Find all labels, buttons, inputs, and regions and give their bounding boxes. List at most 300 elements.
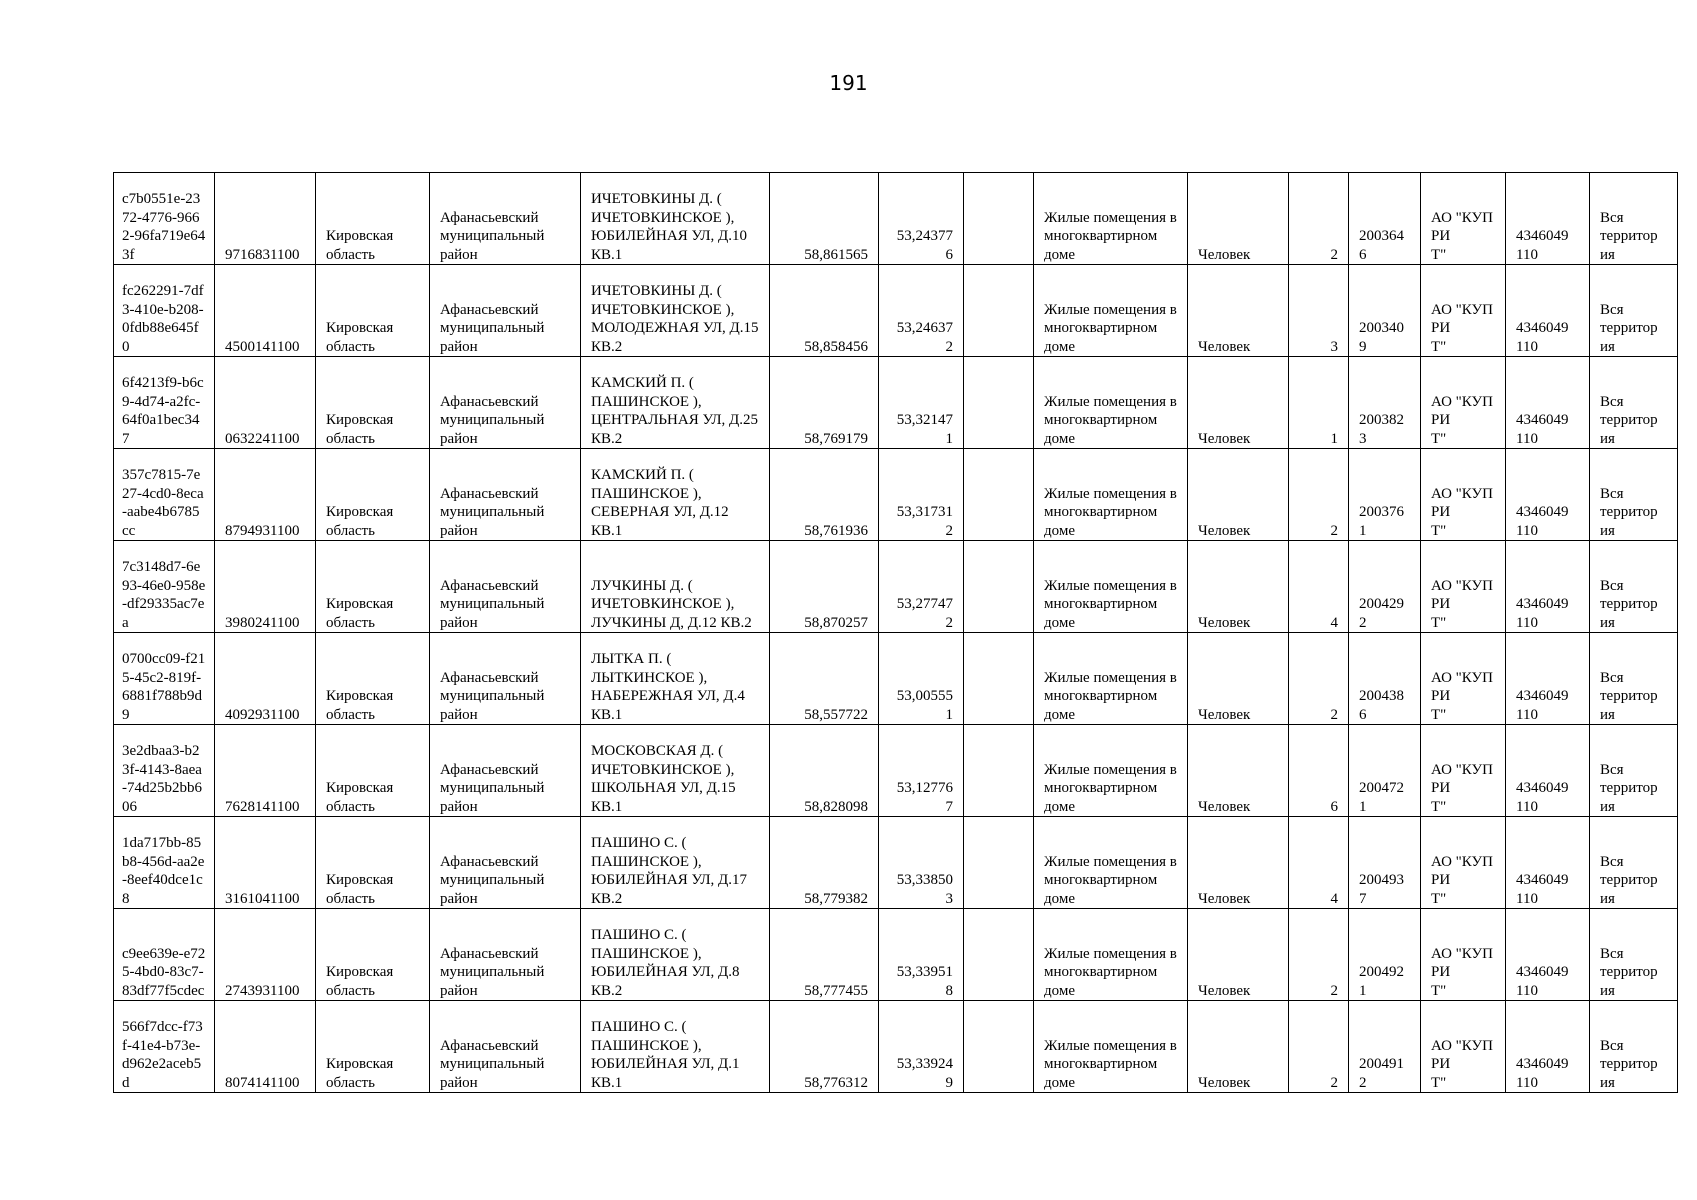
table-row xyxy=(114,357,1678,449)
cell-organization xyxy=(1421,1001,1506,1093)
cell-inn xyxy=(1506,449,1590,541)
cell-premises-type-text: Жилые помещения в многоквартирном доме xyxy=(1044,761,1177,815)
cell-unit xyxy=(1188,265,1289,357)
cell-code-text: 3161041100 xyxy=(225,890,300,907)
cell-region xyxy=(316,357,430,449)
cell-latitude xyxy=(770,633,879,725)
cell-longitude xyxy=(879,541,964,633)
cell-id xyxy=(114,541,215,633)
cell-longitude xyxy=(879,909,964,1001)
cell-count xyxy=(1289,357,1349,449)
cell-premises-type xyxy=(1034,817,1188,909)
cell-address xyxy=(581,817,770,909)
cell-organization xyxy=(1421,725,1506,817)
cell-territory xyxy=(1590,449,1678,541)
page-number: 191 xyxy=(829,71,868,95)
cell-unit xyxy=(1188,725,1289,817)
cell-district-text: Афанасьевский муниципальный район xyxy=(440,761,545,815)
cell-latitude xyxy=(770,725,879,817)
cell-organization-text: АО "КУПРИ Т" xyxy=(1431,485,1493,539)
cell-latitude xyxy=(770,1001,879,1093)
cell-code-text: 9716831100 xyxy=(225,246,300,263)
cell-empty xyxy=(964,633,1034,725)
cell-premises-type xyxy=(1034,265,1188,357)
cell-address xyxy=(581,173,770,265)
cell-region xyxy=(316,1001,430,1093)
cell-code-text: 4092931100 xyxy=(225,706,300,723)
cell-code-text: 2743931100 xyxy=(225,982,300,999)
cell-number xyxy=(1349,541,1421,633)
cell-id-text: 3e2dbaa3-b23f-4143-8aea-74d25b2bb606 xyxy=(122,743,202,815)
cell-unit-text: Человек xyxy=(1198,890,1251,907)
cell-id xyxy=(114,357,215,449)
cell-inn xyxy=(1506,633,1590,725)
cell-longitude xyxy=(879,449,964,541)
cell-inn-text: 4346049 110 xyxy=(1516,596,1569,631)
cell-count xyxy=(1289,265,1349,357)
cell-latitude xyxy=(770,173,879,265)
table-row xyxy=(114,173,1678,265)
cell-organization xyxy=(1421,633,1506,725)
cell-latitude-text: 58,769179 xyxy=(804,430,868,447)
cell-territory-text: Вся территор ия xyxy=(1600,301,1658,355)
cell-code-text: 8074141100 xyxy=(225,1074,300,1091)
cell-latitude-text: 58,761936 xyxy=(804,522,868,539)
cell-territory xyxy=(1590,357,1678,449)
cell-code-text: 3980241100 xyxy=(225,614,300,631)
cell-count-text: 4 xyxy=(1330,890,1338,907)
cell-id xyxy=(114,173,215,265)
cell-inn xyxy=(1506,357,1590,449)
cell-id-text: 566f7dcc-f73f-41e4-b73e-d962e2aceb5d xyxy=(122,1019,203,1091)
cell-territory xyxy=(1590,541,1678,633)
cell-code-text: 8794931100 xyxy=(225,522,300,539)
cell-region-text: Кировская область xyxy=(326,872,394,907)
cell-organization-text: АО "КУПРИ Т" xyxy=(1431,209,1493,263)
cell-id-text: 357c7815-7e27-4cd0-8eca-aabe4b6785cc xyxy=(122,467,204,539)
cell-longitude-text: 53,24377 6 xyxy=(896,228,953,263)
cell-number xyxy=(1349,633,1421,725)
cell-longitude-text: 53,00555 1 xyxy=(896,688,953,723)
cell-inn-text: 4346049 110 xyxy=(1516,504,1569,539)
cell-unit-text: Человек xyxy=(1198,522,1251,539)
cell-inn-text: 4346049 110 xyxy=(1516,688,1569,723)
cell-id-text: c9ee639e-e725-4bd0-83c7-83df77f5cdec xyxy=(122,945,206,999)
cell-count xyxy=(1289,909,1349,1001)
cell-address-text: ЛЫТКА П. ( ЛЫТКИНСКОЕ ), НАБЕРЕЖНАЯ УЛ, Д.4 КВ.1 xyxy=(591,651,745,723)
cell-premises-type-text: Жилые помещения в многоквартирном доме xyxy=(1044,577,1177,631)
cell-latitude-text: 58,777455 xyxy=(804,982,868,999)
cell-longitude xyxy=(879,817,964,909)
cell-territory-text: Вся территор ия xyxy=(1600,669,1658,723)
cell-number xyxy=(1349,725,1421,817)
cell-district-text: Афанасьевский муниципальный район xyxy=(440,945,545,999)
cell-empty xyxy=(964,357,1034,449)
cell-premises-type-text: Жилые помещения в многоквартирном доме xyxy=(1044,393,1177,447)
cell-region xyxy=(316,541,430,633)
cell-inn-text: 4346049 110 xyxy=(1516,412,1569,447)
cell-latitude xyxy=(770,909,879,1001)
cell-territory xyxy=(1590,173,1678,265)
cell-organization-text: АО "КУПРИ Т" xyxy=(1431,761,1493,815)
cell-premises-type-text: Жилые помещения в многоквартирном доме xyxy=(1044,209,1177,263)
cell-code xyxy=(215,541,316,633)
cell-number-text: 200438 6 xyxy=(1359,688,1404,723)
table-row xyxy=(114,449,1678,541)
cell-organization xyxy=(1421,817,1506,909)
cell-latitude xyxy=(770,541,879,633)
cell-territory-text: Вся территор ия xyxy=(1600,393,1658,447)
cell-latitude xyxy=(770,449,879,541)
cell-longitude-text: 53,31731 2 xyxy=(896,504,953,539)
cell-longitude-text: 53,33850 3 xyxy=(896,872,953,907)
table-row xyxy=(114,633,1678,725)
cell-district-text: Афанасьевский муниципальный район xyxy=(440,209,545,263)
cell-region xyxy=(316,633,430,725)
cell-district xyxy=(430,909,581,1001)
cell-count-text: 2 xyxy=(1330,1074,1338,1091)
cell-count-text: 2 xyxy=(1330,982,1338,999)
cell-inn xyxy=(1506,265,1590,357)
cell-premises-type xyxy=(1034,1001,1188,1093)
cell-latitude xyxy=(770,357,879,449)
cell-number xyxy=(1349,817,1421,909)
cell-count-text: 6 xyxy=(1330,798,1338,815)
cell-code xyxy=(215,449,316,541)
cell-premises-type-text: Жилые помещения в многоквартирном доме xyxy=(1044,669,1177,723)
cell-district xyxy=(430,633,581,725)
cell-id xyxy=(114,817,215,909)
cell-code-text: 0632241100 xyxy=(225,430,300,447)
cell-address xyxy=(581,265,770,357)
cell-premises-type-text: Жилые помещения в многоквартирном доме xyxy=(1044,853,1177,907)
cell-longitude xyxy=(879,633,964,725)
cell-district-text: Афанасьевский муниципальный район xyxy=(440,669,545,723)
cell-unit xyxy=(1188,357,1289,449)
cell-organization-text: АО "КУПРИ Т" xyxy=(1431,669,1493,723)
cell-id-text: c7b0551e-2372-4776-9662-96fa719e643f xyxy=(122,191,206,263)
cell-region xyxy=(316,909,430,1001)
cell-unit xyxy=(1188,449,1289,541)
table-row xyxy=(114,1001,1678,1093)
cell-latitude-text: 58,858456 xyxy=(804,338,868,355)
cell-territory xyxy=(1590,817,1678,909)
cell-id-text: 0700cc09-f215-45c2-819f-6881f788b9d9 xyxy=(122,651,206,723)
cell-territory xyxy=(1590,633,1678,725)
cell-longitude xyxy=(879,1001,964,1093)
cell-address-text: МОСКОВСКАЯ Д. ( ИЧЕТОВКИНСКОЕ ), ШКОЛЬНАЯ УЛ, Д.15 КВ.1 xyxy=(591,743,736,815)
cell-organization xyxy=(1421,541,1506,633)
cell-territory-text: Вся территор ия xyxy=(1600,945,1658,999)
cell-latitude-text: 58,870257 xyxy=(804,614,868,631)
cell-longitude-text: 53,32147 1 xyxy=(896,412,953,447)
cell-territory xyxy=(1590,1001,1678,1093)
cell-count xyxy=(1289,541,1349,633)
cell-premises-type xyxy=(1034,541,1188,633)
table-row xyxy=(114,725,1678,817)
cell-longitude-text: 53,33951 8 xyxy=(896,964,953,999)
cell-number xyxy=(1349,357,1421,449)
cell-empty xyxy=(964,817,1034,909)
cell-region-text: Кировская область xyxy=(326,688,394,723)
table-row xyxy=(114,265,1678,357)
cell-number xyxy=(1349,449,1421,541)
cell-empty xyxy=(964,1001,1034,1093)
cell-region-text: Кировская область xyxy=(326,320,394,355)
cell-premises-type xyxy=(1034,909,1188,1001)
cell-inn xyxy=(1506,909,1590,1001)
cell-empty xyxy=(964,541,1034,633)
cell-territory-text: Вся территор ия xyxy=(1600,209,1658,263)
cell-number xyxy=(1349,1001,1421,1093)
cell-count xyxy=(1289,1001,1349,1093)
cell-id-text: 7c3148d7-6e93-46e0-958e-df29335ac7ea xyxy=(122,559,206,631)
cell-empty xyxy=(964,725,1034,817)
cell-id xyxy=(114,633,215,725)
cell-organization xyxy=(1421,449,1506,541)
cell-id-text: 1da717bb-85b8-456d-aa2e-8eef40dce1c8 xyxy=(122,835,205,907)
cell-inn xyxy=(1506,173,1590,265)
cell-premises-type-text: Жилые помещения в многоквартирном доме xyxy=(1044,301,1177,355)
cell-unit xyxy=(1188,633,1289,725)
cell-unit-text: Человек xyxy=(1198,246,1251,263)
cell-address xyxy=(581,1001,770,1093)
cell-inn-text: 4346049 110 xyxy=(1516,1056,1569,1091)
cell-unit-text: Человек xyxy=(1198,1074,1251,1091)
cell-address xyxy=(581,541,770,633)
cell-premises-type-text: Жилые помещения в многоквартирном доме xyxy=(1044,1037,1177,1091)
cell-organization-text: АО "КУПРИ Т" xyxy=(1431,853,1493,907)
cell-territory-text: Вся территор ия xyxy=(1600,577,1658,631)
cell-unit-text: Человек xyxy=(1198,798,1251,815)
cell-district-text: Афанасьевский муниципальный район xyxy=(440,393,545,447)
cell-longitude-text: 53,33924 9 xyxy=(896,1056,953,1091)
table-row xyxy=(114,909,1678,1001)
cell-territory xyxy=(1590,265,1678,357)
cell-id-text: fc262291-7df3-410e-b208-0fdb88e645f0 xyxy=(122,283,204,355)
cell-district xyxy=(430,1001,581,1093)
cell-count xyxy=(1289,817,1349,909)
cell-organization-text: АО "КУПРИ Т" xyxy=(1431,945,1493,999)
cell-organization xyxy=(1421,173,1506,265)
cell-latitude-text: 58,828098 xyxy=(804,798,868,815)
cell-premises-type xyxy=(1034,449,1188,541)
cell-empty xyxy=(964,909,1034,1001)
cell-latitude-text: 58,779382 xyxy=(804,890,868,907)
cell-inn xyxy=(1506,725,1590,817)
cell-code xyxy=(215,725,316,817)
cell-longitude xyxy=(879,357,964,449)
cell-number-text: 200472 1 xyxy=(1359,780,1404,815)
cell-district xyxy=(430,173,581,265)
cell-count-text: 3 xyxy=(1330,338,1338,355)
cell-organization xyxy=(1421,909,1506,1001)
cell-district xyxy=(430,357,581,449)
cell-id xyxy=(114,909,215,1001)
cell-empty xyxy=(964,265,1034,357)
cell-code xyxy=(215,357,316,449)
cell-latitude-text: 58,861565 xyxy=(804,246,868,263)
cell-number xyxy=(1349,265,1421,357)
cell-address-text: КАМСКИЙ П. ( ПАШИНСКОЕ ), СЕВЕРНАЯ УЛ, Д.12 КВ.1 xyxy=(591,467,729,539)
cell-unit-text: Человек xyxy=(1198,706,1251,723)
cell-number-text: 200382 3 xyxy=(1359,412,1404,447)
cell-latitude-text: 58,776312 xyxy=(804,1074,868,1091)
table-row xyxy=(114,817,1678,909)
cell-number-text: 200429 2 xyxy=(1359,596,1404,631)
cell-code xyxy=(215,633,316,725)
cell-unit xyxy=(1188,1001,1289,1093)
cell-organization xyxy=(1421,357,1506,449)
cell-region-text: Кировская область xyxy=(326,1056,394,1091)
cell-inn-text: 4346049 110 xyxy=(1516,872,1569,907)
cell-inn xyxy=(1506,541,1590,633)
cell-address-text: ПАШИНО С. ( ПАШИНСКОЕ ), ЮБИЛЕЙНАЯ УЛ, Д.8 КВ.2 xyxy=(591,927,740,999)
cell-premises-type xyxy=(1034,173,1188,265)
cell-unit xyxy=(1188,817,1289,909)
cell-address xyxy=(581,909,770,1001)
cell-organization-text: АО "КУПРИ Т" xyxy=(1431,393,1493,447)
cell-region-text: Кировская область xyxy=(326,412,394,447)
cell-empty xyxy=(964,173,1034,265)
cell-address-text: ИЧЕТОВКИНЫ Д. ( ИЧЕТОВКИНСКОЕ ), ЮБИЛЕЙНАЯ УЛ, Д.10 КВ.1 xyxy=(591,191,748,263)
cell-organization-text: АО "КУПРИ Т" xyxy=(1431,1037,1493,1091)
cell-code xyxy=(215,1001,316,1093)
cell-district-text: Афанасьевский муниципальный район xyxy=(440,1037,545,1091)
cell-number-text: 200493 7 xyxy=(1359,872,1404,907)
cell-number-text: 200491 2 xyxy=(1359,1056,1404,1091)
cell-territory-text: Вся территор ия xyxy=(1600,1037,1658,1091)
cell-longitude xyxy=(879,725,964,817)
cell-premises-type xyxy=(1034,633,1188,725)
cell-region xyxy=(316,173,430,265)
cell-organization-text: АО "КУПРИ Т" xyxy=(1431,577,1493,631)
cell-unit xyxy=(1188,541,1289,633)
cell-address-text: ПАШИНО С. ( ПАШИНСКОЕ ), ЮБИЛЕЙНАЯ УЛ, Д.1 КВ.1 xyxy=(591,1019,740,1091)
cell-count-text: 2 xyxy=(1330,246,1338,263)
cell-region xyxy=(316,725,430,817)
cell-latitude xyxy=(770,817,879,909)
cell-count xyxy=(1289,449,1349,541)
cell-id xyxy=(114,449,215,541)
cell-territory-text: Вся территор ия xyxy=(1600,485,1658,539)
cell-unit-text: Человек xyxy=(1198,430,1251,447)
cell-latitude xyxy=(770,265,879,357)
cell-longitude-text: 53,27747 2 xyxy=(896,596,953,631)
cell-region xyxy=(316,449,430,541)
cell-address xyxy=(581,449,770,541)
cell-territory xyxy=(1590,725,1678,817)
cell-empty xyxy=(964,449,1034,541)
cell-district-text: Афанасьевский муниципальный район xyxy=(440,853,545,907)
cell-unit-text: Человек xyxy=(1198,614,1251,631)
cell-address-text: КАМСКИЙ П. ( ПАШИНСКОЕ ), ЦЕНТРАЛЬНАЯ УЛ, Д.25 КВ.2 xyxy=(591,375,759,447)
cell-district xyxy=(430,541,581,633)
cell-count-text: 4 xyxy=(1330,614,1338,631)
cell-inn xyxy=(1506,817,1590,909)
cell-premises-type xyxy=(1034,357,1188,449)
cell-district xyxy=(430,265,581,357)
cell-region-text: Кировская область xyxy=(326,964,394,999)
cell-unit xyxy=(1188,909,1289,1001)
cell-code xyxy=(215,817,316,909)
cell-organization xyxy=(1421,265,1506,357)
cell-count xyxy=(1289,633,1349,725)
cell-address xyxy=(581,357,770,449)
cell-longitude xyxy=(879,173,964,265)
cell-number-text: 200340 9 xyxy=(1359,320,1404,355)
cell-longitude-text: 53,24637 2 xyxy=(896,320,953,355)
cell-id-text: 6f4213f9-b6c9-4d74-a2fc-64f0a1bec347 xyxy=(122,375,204,447)
cell-inn-text: 4346049 110 xyxy=(1516,780,1569,815)
cell-premises-type-text: Жилые помещения в многоквартирном доме xyxy=(1044,945,1177,999)
cell-region-text: Кировская область xyxy=(326,228,394,263)
cell-region xyxy=(316,265,430,357)
cell-region-text: Кировская область xyxy=(326,780,394,815)
cell-district xyxy=(430,449,581,541)
cell-count xyxy=(1289,725,1349,817)
cell-number-text: 200376 1 xyxy=(1359,504,1404,539)
cell-unit xyxy=(1188,173,1289,265)
cell-organization-text: АО "КУПРИ Т" xyxy=(1431,301,1493,355)
cell-district-text: Афанасьевский муниципальный район xyxy=(440,485,545,539)
cell-district-text: Афанасьевский муниципальный район xyxy=(440,577,545,631)
cell-id xyxy=(114,265,215,357)
cell-region xyxy=(316,817,430,909)
cell-inn-text: 4346049 110 xyxy=(1516,320,1569,355)
cell-premises-type xyxy=(1034,725,1188,817)
cell-id xyxy=(114,725,215,817)
cell-inn-text: 4346049 110 xyxy=(1516,228,1569,263)
cell-address-text: ЛУЧКИНЫ Д. ( ИЧЕТОВКИНСКОЕ ), ЛУЧКИНЫ Д, Д.12 КВ.2 xyxy=(591,577,752,631)
cell-territory-text: Вся территор ия xyxy=(1600,853,1658,907)
cell-region-text: Кировская область xyxy=(326,596,394,631)
cell-address xyxy=(581,633,770,725)
cell-longitude xyxy=(879,265,964,357)
cell-inn xyxy=(1506,1001,1590,1093)
cell-inn-text: 4346049 110 xyxy=(1516,964,1569,999)
cell-unit-text: Человек xyxy=(1198,982,1251,999)
cell-premises-type-text: Жилые помещения в многоквартирном доме xyxy=(1044,485,1177,539)
cell-territory xyxy=(1590,909,1678,1001)
registry-table xyxy=(113,172,1678,1093)
cell-number xyxy=(1349,909,1421,1001)
cell-district xyxy=(430,725,581,817)
cell-address-text: ПАШИНО С. ( ПАШИНСКОЕ ), ЮБИЛЕЙНАЯ УЛ, Д.17 КВ.2 xyxy=(591,835,748,907)
cell-code xyxy=(215,265,316,357)
cell-code-text: 4500141100 xyxy=(225,338,300,355)
cell-number-text: 200364 6 xyxy=(1359,228,1404,263)
cell-count-text: 2 xyxy=(1330,706,1338,723)
cell-region-text: Кировская область xyxy=(326,504,394,539)
cell-code xyxy=(215,909,316,1001)
cell-latitude-text: 58,557722 xyxy=(804,706,868,723)
cell-number xyxy=(1349,173,1421,265)
cell-district xyxy=(430,817,581,909)
cell-longitude-text: 53,12776 7 xyxy=(896,780,953,815)
cell-address-text: ИЧЕТОВКИНЫ Д. ( ИЧЕТОВКИНСКОЕ ), МОЛОДЕЖНАЯ УЛ, Д.15 КВ.2 xyxy=(591,283,759,355)
cell-number-text: 200492 1 xyxy=(1359,964,1404,999)
cell-district-text: Афанасьевский муниципальный район xyxy=(440,301,545,355)
cell-id xyxy=(114,1001,215,1093)
cell-code-text: 7628141100 xyxy=(225,798,300,815)
cell-count-text: 2 xyxy=(1330,522,1338,539)
cell-territory-text: Вся территор ия xyxy=(1600,761,1658,815)
cell-count-text: 1 xyxy=(1330,430,1338,447)
cell-code xyxy=(215,173,316,265)
cell-unit-text: Человек xyxy=(1198,338,1251,355)
cell-count xyxy=(1289,173,1349,265)
